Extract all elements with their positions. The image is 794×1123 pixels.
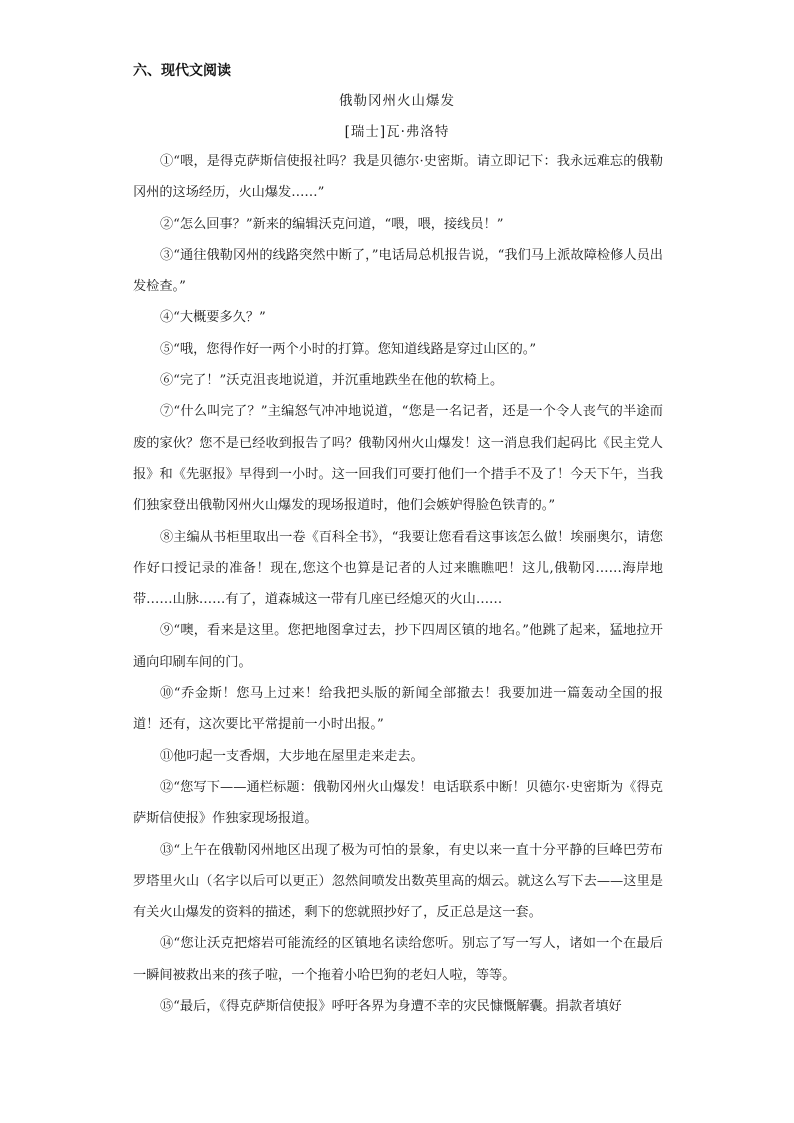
- paragraph-5: ⑤“哦，您得作好一两个小时的打算。您知道线路是穿过山区的。”: [160, 341, 537, 357]
- article-author: [瑞士]瓦·弗洛特: [344, 124, 450, 140]
- paragraph-15: ⑮“最后，《得克萨斯信使报》呼吁各界为身遭不幸的灾民慷慨解囊。捐款者填好: [160, 999, 622, 1015]
- paragraph-13: ⑬“上午在俄勒冈州地区出现了极为可怕的景象，有史以来一直十分平静的巨峰巴劳布罗塔里火山（名字以后可以更正）忽然间喷发出数英里高的烟云。就这么写下去——这里是有关火山爆发的资料的描述，剩下的您就照抄好了，反正总是这一套。: [133, 842, 663, 921]
- paragraph-3: ③“通往俄勒冈州的线路突然中断了，”电话局总机报告说，“我们马上派故障检修人员出发检查。”: [133, 247, 663, 295]
- paragraph-14: ⑭“您让沃克把熔岩可能流经的区镇地名读给您听。别忘了写一写人，诸如一个在最后一瞬间被救出来的孩子啦，一个拖着小哈巴狗的老妇人啦，等等。: [133, 936, 663, 983]
- section-heading: 六、现代文阅读: [133, 63, 231, 79]
- article-title: 俄勒冈州火山爆发: [339, 93, 455, 109]
- article-body: [133, 146, 663, 1022]
- paragraph-8: ⑧主编从书柜里取出一卷《百科全书》，“我要让您看看这事该怎么做！埃丽奥尔，请您作好口授记录的准备！现在,您这个也算是记者的人过来瞧瞧吧！这儿,俄勒冈……海岸地带……山脉……有了，道森城这一带有几座已经熄灭的火山……: [133, 529, 663, 608]
- paragraph-11: ⑪他叼起一支香烟，大步地在屋里走来走去。: [160, 748, 424, 764]
- paragraph-6: ⑥“完了！”沃克沮丧地说道，并沉重地跌坐在他的软椅上。: [160, 373, 504, 389]
- paragraph-12: ⑫“您写下——通栏标题：俄勒冈州火山爆发！电话联系中断！贝德尔·史密斯为《得克萨斯信使报》作独家现场报道。: [133, 779, 663, 827]
- paragraph-9: ⑨“噢，看来是这里。您把地图拿过去，抄下四周区镇的地名。”他跳了起来，猛地拉开通向印刷车间的门。: [133, 623, 663, 670]
- paragraph-2: ②“怎么回事？”新来的编辑沃克问道，“喂，喂，接线员！”: [160, 216, 504, 232]
- paragraph-10: ⑩“乔金斯！您马上过来！给我把头版的新闻全部撤去！我要加进一篇轰动全国的报道！还有，这次要比平常提前一小时出报。”: [133, 686, 663, 733]
- paragraph-4: ④“大概要多久？”: [160, 310, 266, 326]
- paragraph-7: ⑦“什么叫完了？”主编怒气冲冲地说道，“您是一名记者，还是一个令人丧气的半途而废的家伙？您不是已经收到报告了吗？俄勒冈州火山爆发！这一消息我们起码比《民主党人报》和《先驱报》早得到一小时。这一回我们可要打他们一个措手不及了！今天下午，当我们独家登出俄勒冈州火山爆发的现场报道时，他们会嫉妒得脸色铁青的。”: [133, 404, 663, 514]
- paragraph-1: ①“喂，是得克萨斯信使报社吗？我是贝德尔·史密斯。请立即记下：我永远难忘的俄勒冈州的这场经历，火山爆发……”: [133, 154, 663, 201]
